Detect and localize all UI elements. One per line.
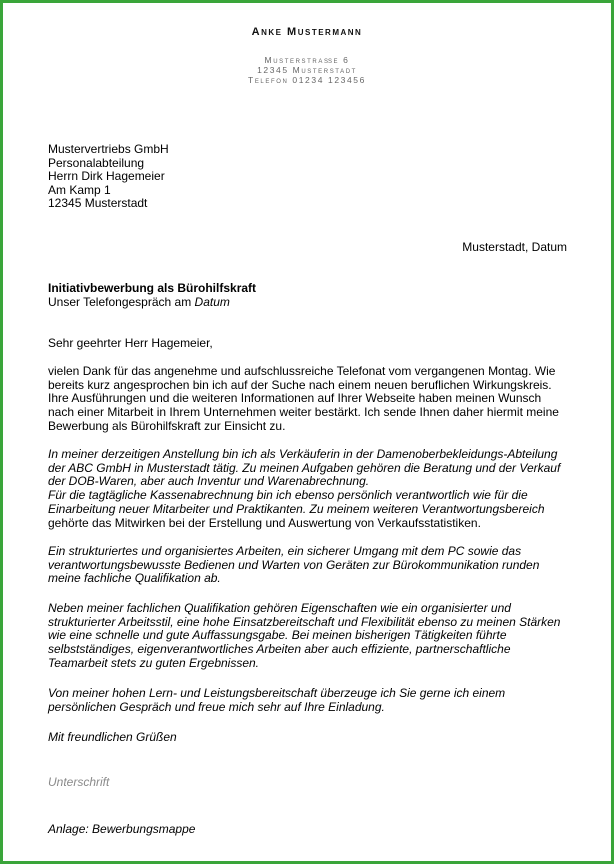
paragraph-line: Teamarbeit stets zu guten Ergebnissen. (48, 655, 260, 670)
subject-title: Initiativbewerbung als Bürohilfskraft (48, 281, 257, 295)
closing-formula: Mit freundlichen Grüßen (48, 730, 177, 744)
sender-street: Musterstraße 6 (264, 55, 350, 65)
subject-block (48, 281, 256, 309)
paragraph-line: vielen Dank für das angenehme und aufschlussreiche Telefonat vom vergangenen Montag. Wie (48, 364, 556, 378)
signature-placeholder: Unterschrift (48, 775, 110, 789)
paragraph-line: der ABC GmbH in Musterstadt tätig. Zu meinen Aufgaben gehören die Beratung und der Verkauf (48, 460, 561, 475)
sender-address (0, 55, 614, 85)
paragraph-intro (48, 365, 570, 434)
recipient-line: Personalabteilung (48, 155, 145, 170)
recipient-address (48, 143, 169, 211)
paragraph-line: verantwortungsbewusste Bedienen und Warten von Geräten zur Bürokommunikation runden (48, 557, 540, 572)
paragraph-qualities (48, 602, 570, 671)
enclosure-note: Anlage: Bewerbungsmappe (48, 822, 196, 836)
subject-reference-prefix: Unser Telefongespräch am (48, 295, 195, 309)
paragraph-line: selbstständiges, eigenverantwortliches Arbeiten aber auch effiziente, partnerschaftliche (48, 642, 511, 657)
paragraph-line: Für die tagtägliche Kassenabrechnung bin ich ebenso persönlich verantwortlich wie für die (48, 488, 528, 503)
paragraph-closing-text (48, 687, 570, 714)
paragraph-line: strukturierter Arbeitsstil, eine hohe Einsatzbereitschaft und Flexibilität ebenso zu meinen Stärken (48, 614, 561, 629)
sender-city: 12345 Musterstadt (257, 65, 357, 75)
recipient-line: Herrn Dirk Hagemeier (48, 169, 165, 184)
sender-name: Anke Mustermann (251, 26, 363, 38)
recipient-line: 12345 Musterstadt (48, 196, 148, 211)
sender-phone: Telefon 01234 123456 (248, 75, 366, 85)
paragraph-line: Neben meiner fachlichen Qualifikation gehören Eigenschaften wie ein organisierter und (48, 601, 511, 615)
paragraph-line: Ein strukturiertes und organisiertes Arbeiten, ein sicherer Umgang mit dem PC sowie das (48, 544, 522, 558)
paragraph-experience (48, 448, 570, 530)
paragraph-line: nach einer Mitarbeit in Ihrem Unternehmen weiter bestärkt. Ich sende Ihnen daher hiermit meine (48, 405, 559, 420)
salutation: Sehr geehrter Herr Hagemeier, (48, 336, 213, 350)
place-date: Musterstadt, Datum (462, 240, 567, 254)
subject-reference (48, 295, 256, 309)
recipient-line: Am Kamp 1 (48, 182, 111, 197)
paragraph-line: Bewerbung als Bürohilfskraft zur Einsicht zu. (48, 418, 286, 433)
paragraph-line: Einarbeitung neuer Mitarbeiter und Praktikanten. Zu meinem weiteren Verantwortungsbereich (48, 501, 545, 516)
paragraph-line: In meiner derzeitigen Anstellung bin ich als Verkäuferin in der Damenoberbekleidungs-Abteilung (48, 447, 558, 461)
recipient-line: Mustervertriebs GmbH (48, 142, 169, 156)
paragraph-line: bereits kurz angesprochen bin ich auf der Suche nach einem neuen beruflichen Wirkungskreis. (48, 377, 552, 392)
paragraph-line: Ihre Ausführungen und die weiteren Informationen auf Ihrer Webseite haben meinen Wunsch (48, 391, 542, 406)
paragraph-line: meine fachliche Qualifikation ab. (48, 571, 221, 586)
subject-reference-date: Datum (194, 295, 230, 309)
paragraph-line: gehörte das Mitwirken bei der Erstellung und Auswertung von Verkaufsstatistiken. (48, 515, 481, 530)
paragraph-skills (48, 545, 570, 586)
paragraph-line: der DOB-Waren, aber auch Inventur und Warenabrechnung. (48, 474, 370, 489)
paragraph-line: persönlichen Gespräch und freue mich sehr auf Ihre Einladung. (48, 699, 385, 714)
paragraph-line: Von meiner hohen Lern- und Leistungsbereitschaft überzeuge ich Sie gerne ich einem (48, 686, 506, 700)
paragraph-line: wie eine schnelle und gute Auffassungsgabe. Bei meinen bisherigen Tätigkeiten führte (48, 628, 507, 643)
